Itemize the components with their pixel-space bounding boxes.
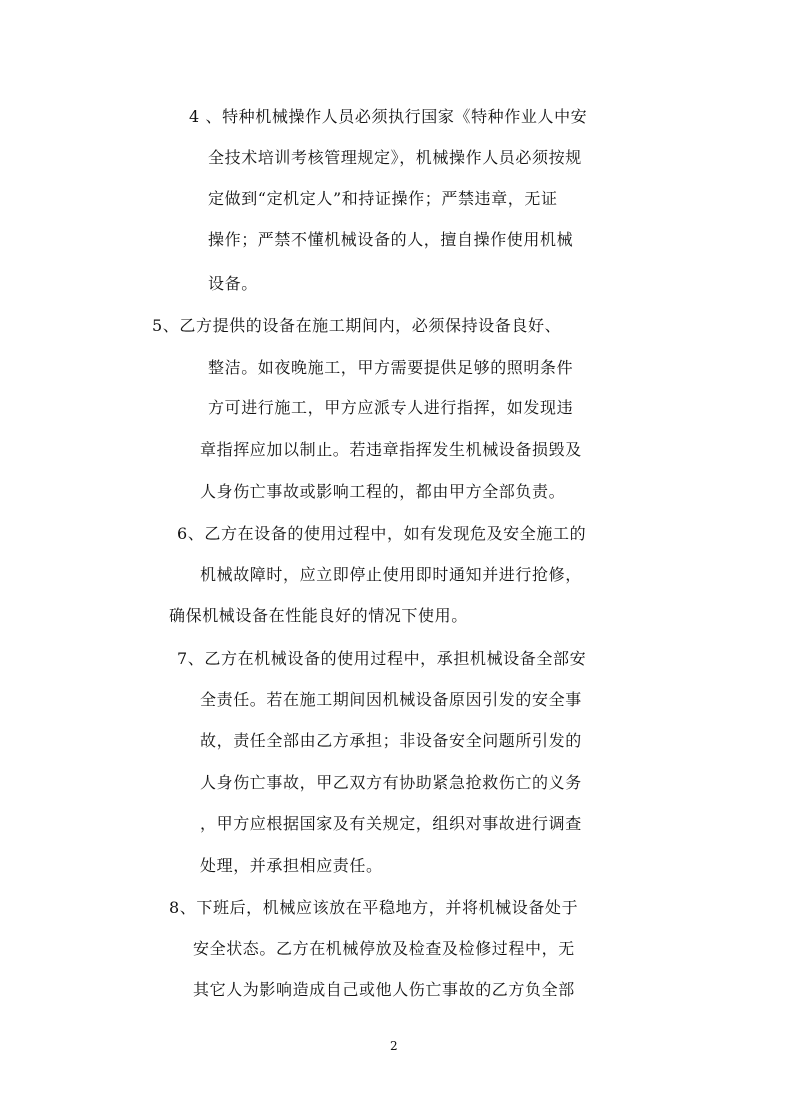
paragraph-line: 全责任。若在施工期间因机械设备原因引发的安全事 [200, 690, 582, 709]
paragraph-line: 故，责任全部由乙方承担；非设备安全问题所引发的 [200, 731, 582, 750]
paragraph-line: 机械故障时，应立即停止使用即时通知并进行抢修， [200, 565, 582, 584]
paragraph-line: 4 、特种机械操作人员必须执行国家《特种作业人中安 [189, 107, 588, 126]
paragraph-line: 8、下班后，机械应该放在平稳地方，并将机械设备处于 [169, 898, 579, 917]
paragraph-line: 定做到“定机定人”和持证操作；严禁违章，无证 [208, 189, 558, 208]
paragraph-line: 处理，并承担相应责任。 [200, 856, 383, 875]
paragraph-line: 人身伤亡事故或影响工程的，都由甲方全部负责。 [200, 482, 566, 501]
paragraph-line: 整洁。如夜晚施工，甲方需要提供足够的照明条件 [208, 358, 574, 377]
paragraph-line: 确保机械设备在性能良好的情况下使用。 [169, 606, 468, 625]
paragraph-line: 章指挥应加以制止。若违章指挥发生机械设备损毁及 [200, 440, 582, 459]
paragraph-line: 6、乙方在设备的使用过程中，如有发现危及安全施工的 [177, 524, 587, 543]
paragraph-line: 设备。 [208, 274, 258, 293]
paragraph-line: 操作；严禁不懂机械设备的人，擅自操作使用机械 [208, 230, 574, 249]
paragraph-line: 5、乙方提供的设备在施工期间内，必须保持设备良好、 [152, 316, 562, 335]
paragraph-line: 全技术培训考核管理规定》，机械操作人员必须按规 [208, 148, 582, 167]
paragraph-line: 其它人为影响造成自己或他人伤亡事故的乙方负全部 [193, 980, 575, 999]
paragraph-line: ，甲方应根据国家及有关规定，组织对事故进行调查 [200, 814, 582, 833]
page-number: 2 [390, 1039, 398, 1053]
paragraph-line: 人身伤亡事故，甲乙双方有协助紧急抢救伤亡的义务 [200, 773, 582, 792]
paragraph-line: 7、乙方在机械设备的使用过程中，承担机械设备全部安 [177, 649, 587, 668]
paragraph-line: 方可进行施工，甲方应派专人进行指挥，如发现违 [208, 398, 574, 417]
paragraph-line: 安全状态。乙方在机械停放及检查及检修过程中，无 [193, 939, 575, 958]
